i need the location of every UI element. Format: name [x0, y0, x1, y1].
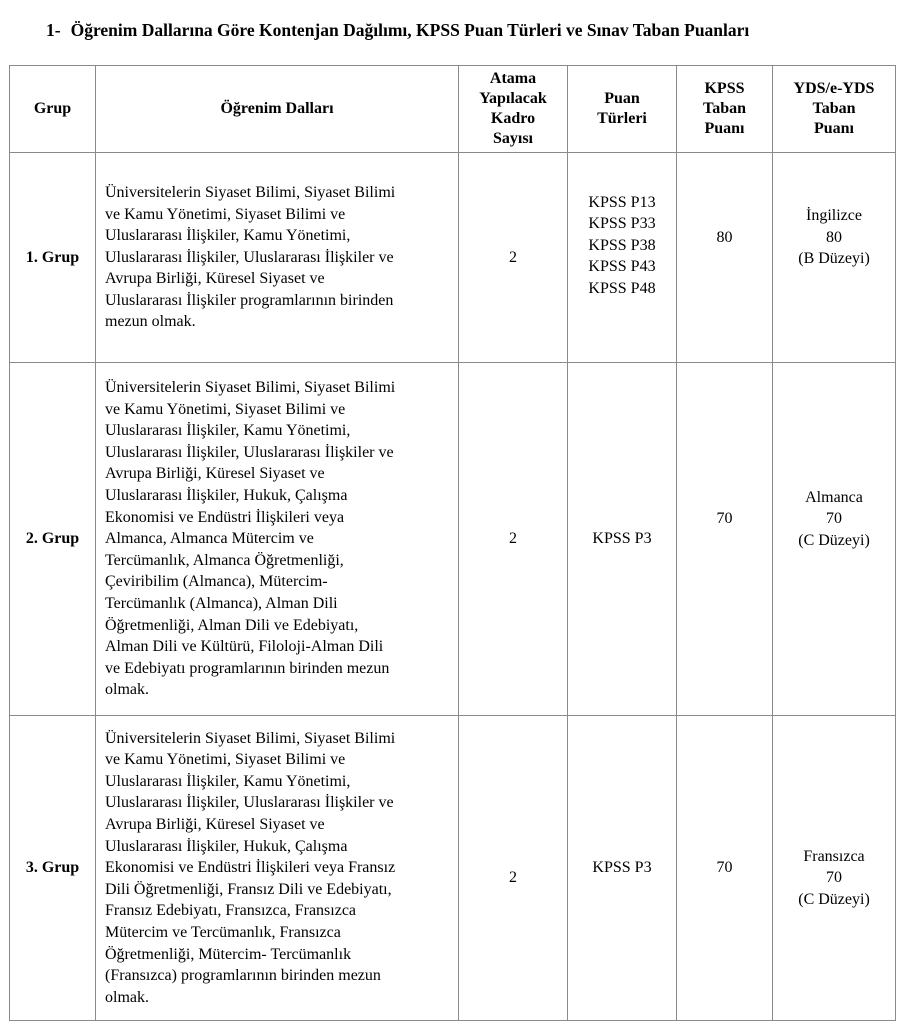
table-row: [10, 716, 896, 1021]
header-row: [10, 66, 896, 153]
section-number: 1-: [46, 20, 61, 40]
section-title: [46, 18, 749, 42]
kpss-taban-cell: 80: [677, 153, 773, 363]
puan-cell: KPSS P3: [568, 716, 677, 1021]
table-row: [10, 153, 896, 363]
grup-cell: 1. Grup: [10, 153, 96, 363]
header-kpss: KPSS Taban Puanı: [677, 66, 773, 153]
puan-cell: KPSS P3: [568, 363, 677, 716]
header-puan: Puan Türleri: [568, 66, 677, 153]
header-dallar: Öğrenim Dalları: [96, 66, 459, 153]
kadro-cell: 2: [459, 153, 568, 363]
yds-cell: İngilizce 80 (B Düzeyi): [773, 153, 896, 363]
yds-cell: Almanca 70 (C Düzeyi): [773, 363, 896, 716]
kpss-taban-cell: 70: [677, 363, 773, 716]
header-yds: YDS/e-YDS Taban Puanı: [773, 66, 896, 153]
dallar-cell: Üniversitelerin Siyaset Bilimi, Siyaset Bilimi ve Kamu Yönetimi, Siyaset Bilimi ve Uluslararası İlişkiler, Kamu Yönetimi, Uluslararası İlişkiler, Uluslararası İlişkiler ve Avrupa Birliği, Küresel Siyaset ve Uluslararası İlişkiler, Hukuk, Çalışma Ekonomisi ve Endüstri İlişkileri veya Fransız Dili Öğretmenliği, Fransız Dili ve Edebiyatı, Fransız Edebiyatı, Fransızca, Fransızca Mütercim ve Tercümanlık, Fransızca Öğretmenliği, Mütercim- Tercümanlık (Fransızca) programlarının birinden mezun olmak.: [96, 716, 459, 1021]
quota-table: [9, 65, 896, 1021]
kpss-taban-cell: 70: [677, 716, 773, 1021]
header-kadro: Atama Yapılacak Kadro Sayısı: [459, 66, 568, 153]
kadro-cell: 2: [459, 363, 568, 716]
header-grup: Grup: [10, 66, 96, 153]
grup-cell: 2. Grup: [10, 363, 96, 716]
puan-cell: KPSS P13 KPSS P33 KPSS P38 KPSS P43 KPSS P48: [568, 153, 677, 363]
grup-cell: 3. Grup: [10, 716, 96, 1021]
section-title-text: Öğrenim Dallarına Göre Kontenjan Dağılımı, KPSS Puan Türleri ve Sınav Taban Puanları: [70, 20, 750, 40]
dallar-cell: Üniversitelerin Siyaset Bilimi, Siyaset Bilimi ve Kamu Yönetimi, Siyaset Bilimi ve Uluslararası İlişkiler, Kamu Yönetimi, Uluslararası İlişkiler, Uluslararası İlişkiler ve Avrupa Birliği, Küresel Siyaset ve Uluslararası İlişkiler, Hukuk, Çalışma Ekonomisi ve Endüstri İlişkileri veya Almanca, Almanca Mütercim ve Tercümanlık, Almanca Öğretmenliği, Çeviribilim (Almanca), Mütercim- Tercümanlık (Almanca), Alman Dili Öğretmenliği, Alman Dili ve Edebiyatı, Alman Dili ve Kültürü, Filoloji-Alman Dili ve Edebiyatı programlarının birinden mezun olmak.: [96, 363, 459, 716]
dallar-cell: Üniversitelerin Siyaset Bilimi, Siyaset Bilimi ve Kamu Yönetimi, Siyaset Bilimi ve Uluslararası İlişkiler, Kamu Yönetimi, Uluslararası İlişkiler, Uluslararası İlişkiler ve Avrupa Birliği, Küresel Siyaset ve Uluslararası İlişkiler programlarının birinden mezun olmak.: [96, 153, 459, 363]
yds-cell: Fransızca 70 (C Düzeyi): [773, 716, 896, 1021]
kadro-cell: 2: [459, 716, 568, 1021]
table-row: [10, 363, 896, 716]
